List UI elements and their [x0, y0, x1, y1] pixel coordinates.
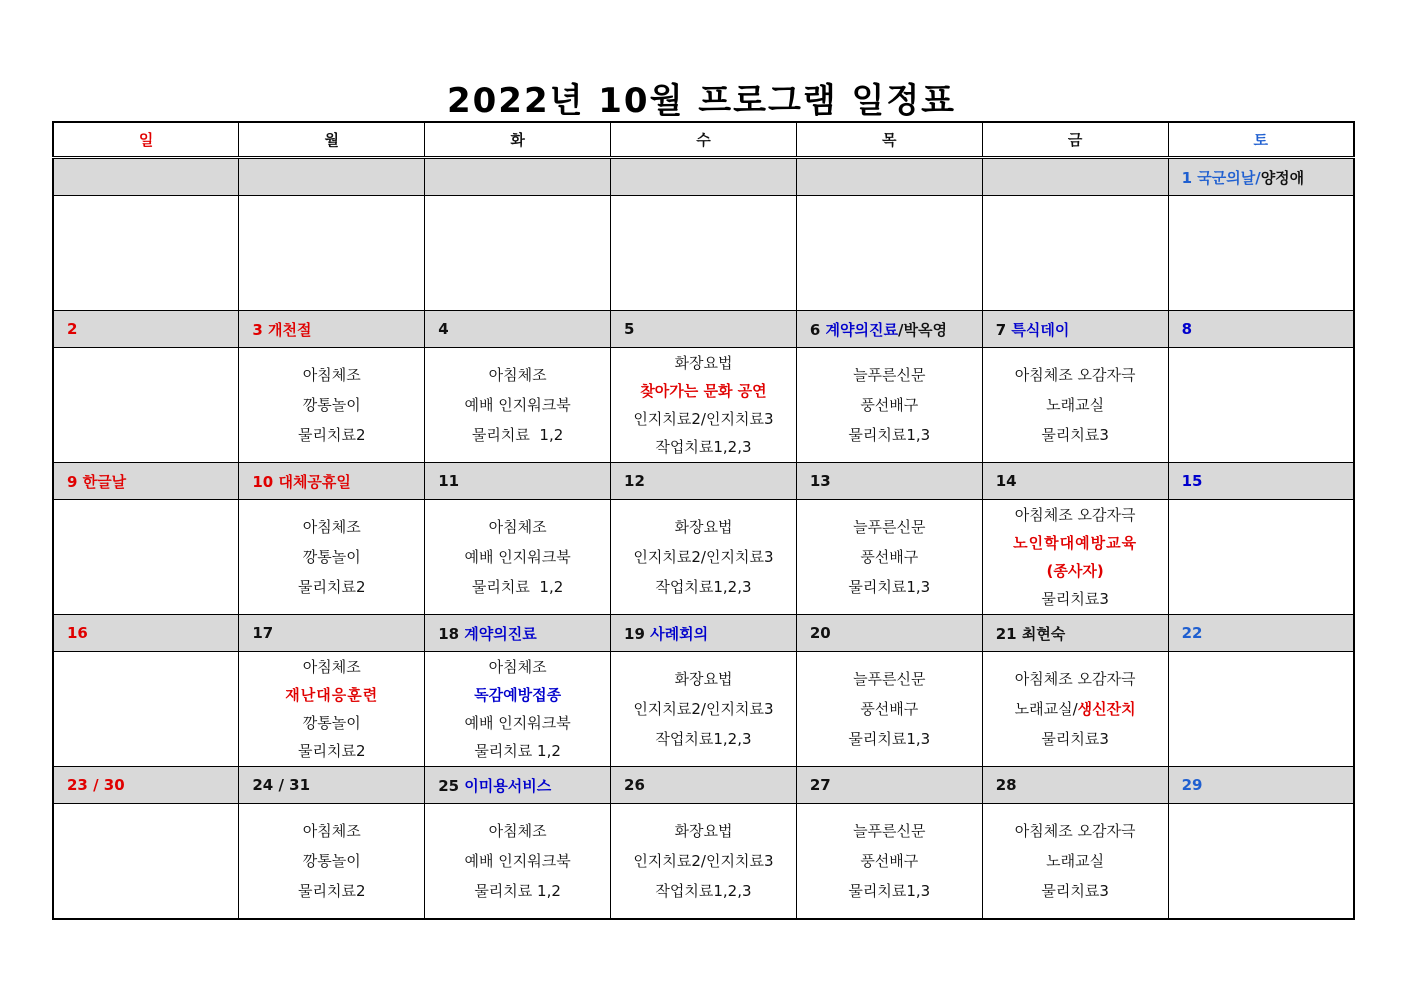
date-number: 17 [252, 624, 274, 642]
event-separator: / [1255, 168, 1261, 187]
weekday-tue: 화 [425, 122, 611, 158]
date-cell [239, 463, 425, 500]
program-item: 물리치료2 [298, 426, 366, 444]
date-cell [53, 767, 239, 804]
date-cell [982, 615, 1168, 652]
program-cell [53, 804, 239, 920]
date-number: 21 [995, 624, 1017, 643]
date-cell [611, 158, 797, 196]
program-item: 예배 인지워크북 [464, 548, 571, 566]
program-cell [982, 196, 1168, 311]
weekday-sat: 토 [1168, 122, 1354, 158]
event-label: 개천절 [268, 320, 312, 339]
program-item: 물리치료 1,2 [471, 578, 564, 596]
weekday-sun: 일 [53, 122, 239, 158]
date-number: 13 [809, 472, 831, 490]
program-cell [1168, 652, 1354, 767]
date-cell [982, 767, 1168, 804]
weekday-header-row [53, 122, 1354, 158]
date-cell [239, 767, 425, 804]
program-cell [239, 196, 425, 311]
date-cell [425, 615, 611, 652]
event-person: 최현숙 [1021, 624, 1066, 643]
program-item: 아침체조 [302, 658, 361, 676]
program-item: 물리치료1,3 [848, 882, 931, 900]
program-item: 풍선배구 [860, 396, 919, 414]
program-cell [53, 348, 239, 463]
program-cell [239, 804, 425, 920]
program-row [53, 196, 1354, 311]
event-label: 특식데이 [1011, 320, 1070, 339]
program-item: 아침체조 [488, 518, 547, 536]
date-number: 14 [995, 472, 1017, 490]
date-cell [425, 158, 611, 196]
date-cell [425, 463, 611, 500]
date-number: 15 [1181, 472, 1203, 490]
program-item: 인지치료2/인지치료3 [633, 700, 774, 718]
date-number: 22 [1181, 624, 1203, 642]
program-item: 아침체조 오감자극 [1014, 506, 1136, 524]
date-cell [53, 311, 239, 348]
program-item: 화장요법 [674, 822, 733, 840]
date-cell [796, 158, 982, 196]
date-row [53, 615, 1354, 652]
program-cell [425, 652, 611, 767]
program-cell [982, 500, 1168, 615]
date-cell [796, 615, 982, 652]
date-number: 20 [809, 624, 831, 642]
date-number: 9 [67, 472, 78, 491]
schedule-table [52, 121, 1355, 920]
date-number: 1 [1181, 168, 1192, 187]
date-number: 25 [438, 776, 460, 795]
program-item: 깡통놀이 [302, 852, 361, 870]
program-cell [53, 500, 239, 615]
program-item: 깡통놀이 [302, 548, 361, 566]
date-number: 24 / 31 [252, 776, 311, 794]
date-cell [425, 767, 611, 804]
program-item: 인지치료2/인지치료3 [633, 548, 774, 566]
date-cell [1168, 615, 1354, 652]
event-person: 박옥영 [903, 320, 947, 339]
weekday-mon: 월 [239, 122, 425, 158]
event-label: 계약의진료 [825, 320, 898, 339]
date-cell [53, 615, 239, 652]
program-item: 풍선배구 [860, 548, 919, 566]
date-row [53, 767, 1354, 804]
date-number: 11 [438, 472, 460, 490]
program-cell [611, 804, 797, 920]
event-label: 이미용서비스 [464, 776, 552, 795]
date-cell [982, 463, 1168, 500]
program-item: 아침체조 오감자극 [1014, 366, 1136, 384]
program-item: 작업치료1,2,3 [655, 882, 752, 900]
date-number: 6 [809, 320, 821, 339]
date-number: 12 [624, 472, 645, 490]
date-cell [611, 767, 797, 804]
program-item: 깡통놀이 [302, 396, 361, 414]
program-cell [796, 500, 982, 615]
program-item: 작업치료1,2,3 [655, 578, 752, 596]
date-row [53, 463, 1354, 500]
program-item: 노래교실 [1014, 700, 1073, 718]
program-cell [1168, 804, 1354, 920]
program-item: 화장요법 [674, 670, 733, 688]
date-cell [425, 311, 611, 348]
program-cell [239, 348, 425, 463]
date-number: 16 [67, 624, 88, 642]
program-item: 풍선배구 [860, 852, 919, 870]
date-number: 4 [438, 320, 449, 338]
date-number: 8 [1181, 320, 1192, 338]
program-row [53, 348, 1354, 463]
date-cell [53, 158, 239, 196]
date-cell [239, 615, 425, 652]
program-item: 물리치료2 [298, 882, 366, 900]
event-person: 양정애 [1260, 168, 1305, 187]
program-item: 화장요법 [674, 354, 733, 372]
program-item: 화장요법 [674, 518, 733, 536]
weekday-thu: 목 [796, 122, 982, 158]
date-cell [1168, 158, 1354, 196]
event-label: 국군의날 [1197, 168, 1256, 187]
program-item: 물리치료 1,2 [474, 742, 561, 760]
program-cell [796, 196, 982, 311]
program-item: 늘푸른신문 [853, 518, 926, 536]
program-item: 아침체조 [488, 366, 547, 384]
program-cell [611, 500, 797, 615]
program-item-highlight: 독감예방접종 [474, 686, 562, 704]
program-cell [425, 348, 611, 463]
date-row [53, 311, 1354, 348]
weekday-fri: 금 [982, 122, 1168, 158]
program-cell [982, 348, 1168, 463]
program-item: 아침체조 [488, 658, 547, 676]
program-item: 풍선배구 [860, 700, 919, 718]
program-item: 물리치료 1,2 [471, 426, 564, 444]
program-item: 물리치료3 [1041, 426, 1109, 444]
date-number: 10 [252, 472, 274, 491]
program-item: 아침체조 [302, 366, 361, 384]
program-cell [1168, 348, 1354, 463]
date-cell [796, 767, 982, 804]
program-item: 예배 인지워크북 [464, 714, 571, 732]
program-item: 물리치료3 [1041, 882, 1109, 900]
date-cell [239, 311, 425, 348]
date-number: 7 [995, 320, 1007, 339]
program-item: 예배 인지워크북 [464, 852, 571, 870]
program-item: 작업치료1,2,3 [655, 730, 752, 748]
date-cell [796, 311, 982, 348]
event-label: 대체공휴일 [278, 472, 351, 491]
program-item: 작업치료1,2,3 [655, 438, 752, 456]
program-item-line [983, 694, 1168, 724]
program-item: 늘푸른신문 [853, 670, 926, 688]
program-item: 노래교실 [1046, 852, 1105, 870]
program-row [53, 804, 1354, 920]
program-item: 아침체조 [488, 822, 547, 840]
date-cell [1168, 463, 1354, 500]
event-separator: / [898, 320, 904, 339]
program-item: 물리치료 1,2 [474, 882, 561, 900]
date-cell [796, 463, 982, 500]
program-cell [239, 500, 425, 615]
date-number: 27 [809, 776, 831, 794]
program-cell [982, 804, 1168, 920]
event-label: 사례회의 [650, 624, 709, 643]
program-cell [425, 804, 611, 920]
program-cell [1168, 500, 1354, 615]
program-item: 노래교실 [1046, 396, 1105, 414]
program-item: 아침체조 [302, 518, 361, 536]
program-item: 물리치료2 [298, 578, 366, 596]
program-item: 아침체조 오감자극 [1014, 822, 1136, 840]
program-item: 물리치료3 [1041, 730, 1109, 748]
date-number: 29 [1181, 776, 1203, 794]
program-item: 깡통놀이 [302, 714, 361, 732]
date-cell [239, 158, 425, 196]
page-title: 2022년 10월 프로그램 일정표 [446, 81, 957, 121]
program-cell [239, 652, 425, 767]
program-item-highlight: 생신잔치 [1077, 700, 1136, 718]
program-item: 늘푸른신문 [853, 822, 926, 840]
program-cell [611, 348, 797, 463]
program-item-highlight: 재난대응훈련 [285, 686, 379, 704]
program-row [53, 652, 1354, 767]
program-item: 예배 인지워크북 [464, 396, 571, 414]
program-item: 늘푸른신문 [853, 366, 926, 384]
date-cell [611, 311, 797, 348]
date-cell [982, 311, 1168, 348]
date-number: 23 / 30 [67, 776, 125, 794]
program-item: 인지치료2/인지치료3 [633, 410, 774, 428]
program-item: 물리치료1,3 [848, 730, 931, 748]
event-label: 한글날 [82, 472, 127, 491]
program-item: 물리치료1,3 [848, 578, 931, 596]
date-cell [982, 158, 1168, 196]
program-cell [796, 804, 982, 920]
program-cell [982, 652, 1168, 767]
program-cell [53, 196, 239, 311]
program-cell [1168, 196, 1354, 311]
date-cell [53, 463, 239, 500]
program-item-highlight: (종사자) [1046, 562, 1104, 580]
date-number: 28 [995, 776, 1017, 794]
program-cell [796, 652, 982, 767]
event-label: 계약의진료 [464, 624, 537, 643]
program-cell [611, 652, 797, 767]
program-item: 인지치료2/인지치료3 [633, 852, 774, 870]
item-separator: / [1072, 700, 1078, 718]
date-number: 5 [624, 320, 635, 338]
program-item-highlight: 찾아가는 문화 공연 [640, 382, 767, 400]
program-item: 물리치료3 [1041, 590, 1109, 608]
weekday-wed: 수 [611, 122, 797, 158]
program-item-highlight: 노인학대예방교육 [1013, 534, 1138, 552]
program-cell [53, 652, 239, 767]
program-cell [425, 196, 611, 311]
program-row [53, 500, 1354, 615]
program-cell [796, 348, 982, 463]
program-item: 물리치료1,3 [848, 426, 931, 444]
program-item: 아침체조 [302, 822, 361, 840]
program-item: 아침체조 오감자극 [1014, 670, 1136, 688]
program-cell [425, 500, 611, 615]
date-cell [611, 463, 797, 500]
date-cell [1168, 767, 1354, 804]
date-number: 18 [438, 624, 460, 643]
date-cell [611, 615, 797, 652]
date-row [53, 158, 1354, 196]
date-number: 2 [67, 320, 78, 338]
program-cell [611, 196, 797, 311]
date-number: 3 [252, 320, 263, 339]
date-number: 26 [624, 776, 645, 794]
date-number: 19 [624, 624, 645, 643]
date-cell [1168, 311, 1354, 348]
program-item: 물리치료2 [298, 742, 366, 760]
